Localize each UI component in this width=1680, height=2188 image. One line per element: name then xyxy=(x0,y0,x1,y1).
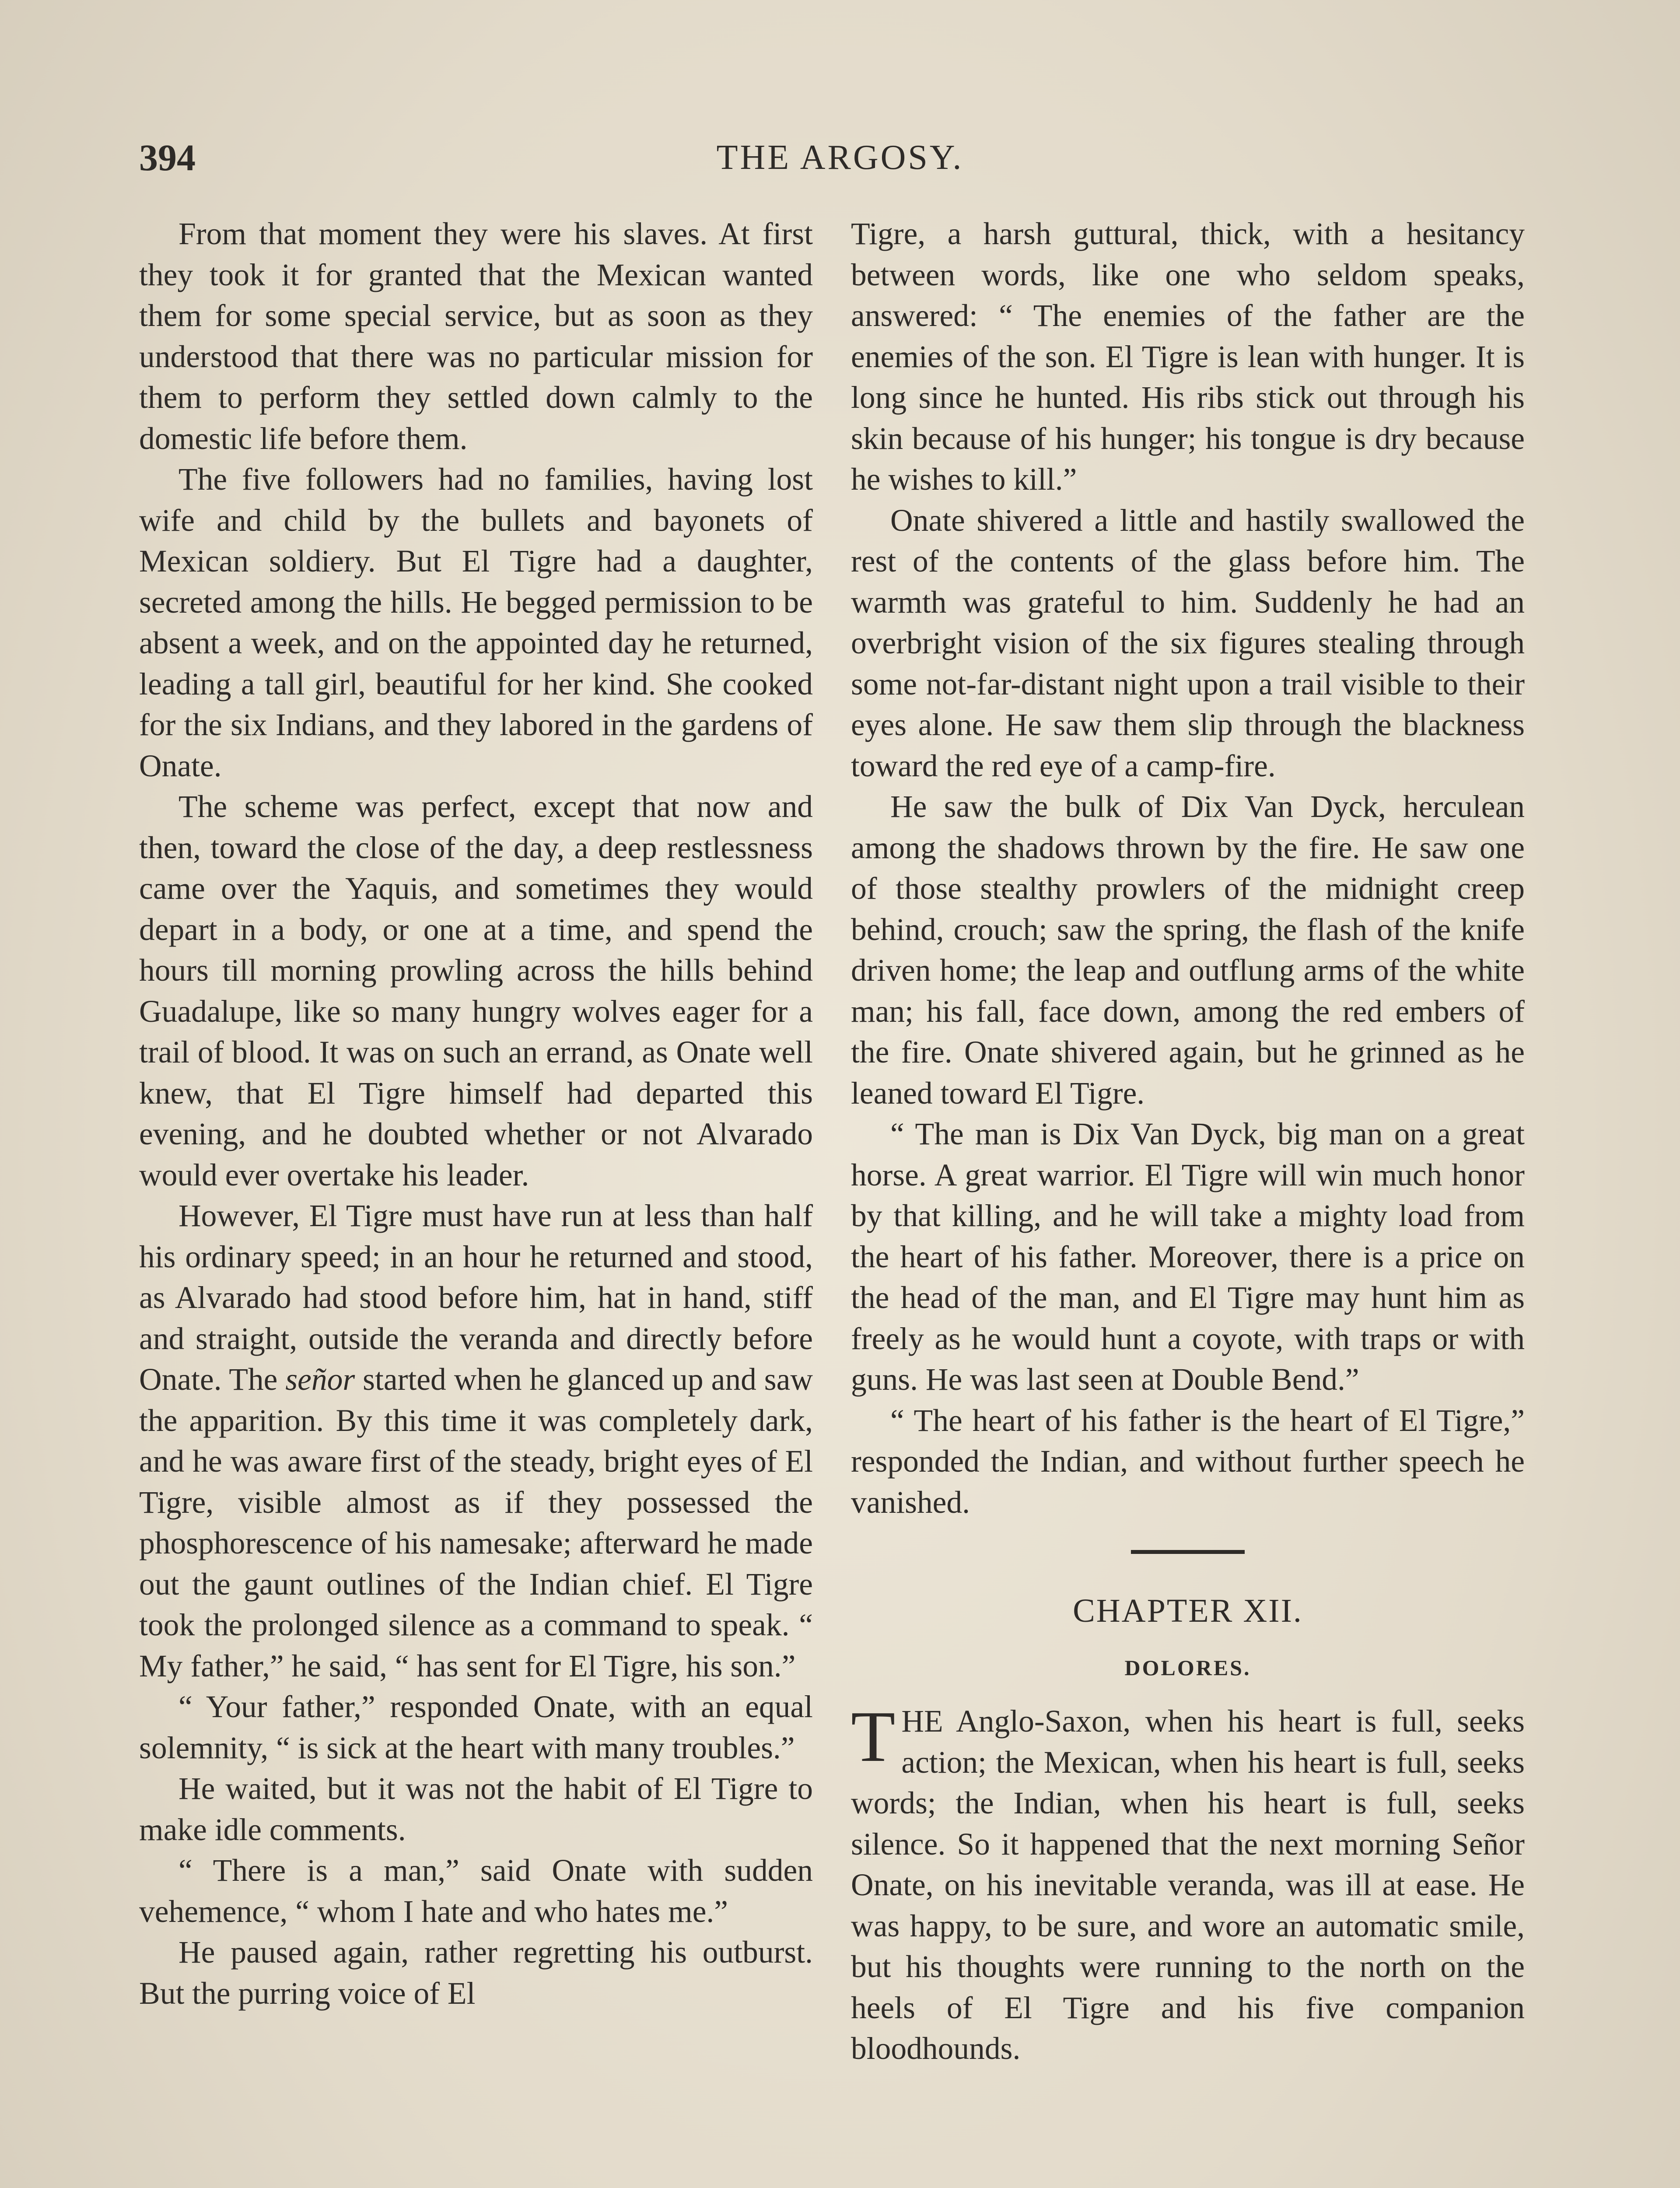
chapter-first-paragraph xyxy=(851,1696,1525,2069)
paragraph: “ The heart of his father is the heart of El Tigre,” responded the Indian, and without further speech he vanished. xyxy=(851,1403,1525,1520)
page-header xyxy=(0,131,1680,184)
right-column xyxy=(851,214,1525,2069)
italic-word: señor xyxy=(285,1362,355,1397)
paragraph: “ Your father,” responded Onate, with an equal solemnity, “ is sick at the heart with many troubles.” xyxy=(139,1690,813,1765)
section-divider xyxy=(1131,1550,1245,1554)
paragraph-text: However, El Tigre must have run at less than half his ordinary speed; in an hour he returned and stood, as Alvarado had stood before him, hat in hand, stiff and straight, outside the veranda and directly before Onate. The xyxy=(139,1199,813,1397)
chapter-subtitle: DOLORES. xyxy=(1124,1655,1251,1680)
paragraph-text: HE Anglo-Saxon, when his heart is full, seeks action; the Mexican, when his heart is full, seeks words; the Indian, when his heart is full, seeks silence. So it happened that the next morning Señor Onate, on his inevitable veranda, was ill at ease. He was happy, to be sure, and wore an automatic smile, but his thoughts were running to the north on the heels of El Tigre and his five companion bloodhounds. xyxy=(851,1704,1525,2066)
paragraph: He saw the bulk of Dix Van Dyck, herculean among the shadows thrown by the fire. He saw one of those stealthy prowlers of the midnight creep behind, crouch; saw the spring, the flash of the knife driven home; the leap and outflung arms of the white man; his fall, face down, among the red embers of the fire. Onate shivered again, but he grinned as he leaned toward El Tigre. xyxy=(851,789,1525,1111)
paragraph: Onate shivered a little and hastily swallowed the rest of the contents of the glass before him. The warmth was grateful to him. Suddenly he had an overbright vision of the six figures stealing through some not-far-distant night upon a trail visible to their eyes alone. He saw them slip through the blackness toward the red eye of a camp-fire. xyxy=(851,503,1525,783)
paragraph: “ There is a man,” said Onate with sudden vehemence, “ whom I hate and who hates me.” xyxy=(139,1853,813,1929)
paragraph xyxy=(139,1196,813,1687)
paragraph: Tigre, a harsh guttural, thick, with a hesitancy between words, like one who seldom speaks, answered: “ The enemies of the father are the enemies of the son. El Tigre is lean with hunger. It is long since he hunted. His ribs stick out through his skin because of his hunger; his tongue is dry because he wishes to kill.” xyxy=(851,217,1525,497)
paragraph: The five followers had no families, having lost wife and child by the bullets and bayonets of Mexican soldiery. But El Tigre had a daughter, secreted among the hills. He begged permission to be absent a week, and on the appointed day he returned, leading a tall girl, beautiful for her kind. She cooked for the six Indians, and they labored in the gardens of Onate. xyxy=(139,462,813,783)
paragraph: He paused again, rather regretting his outburst. But the purring voice of El xyxy=(139,1935,813,2011)
chapter-title: CHAPTER XII. xyxy=(1073,1592,1303,1629)
paragraph: He waited, but it was not the habit of El Tigre to make idle comments. xyxy=(139,1771,813,1847)
paragraph-text: started when he glanced up and saw the apparition. By this time it was completely dark, and he was aware first of the steady, bright eyes of El Tigre, visible almost as if they possessed the phosphorescence of his namesake; afterward he made out the gaunt outlines of the Indian chief. El Tigre took the prolonged silence as a command to speak. “ My father,” he said, “ has sent for El Tigre, his son.” xyxy=(139,1362,813,1683)
paragraph: From that moment they were his slaves. At first they took it for granted that the Mexican wanted them for some special service, but as soon as they understood that there was no particular mission for them to perform they settled down calmly to the domestic life before them. xyxy=(139,217,813,456)
left-column xyxy=(139,214,813,2014)
page-number: 394 xyxy=(139,137,196,179)
running-title: THE ARGOSY. xyxy=(716,138,964,177)
paragraph: The scheme was perfect, except that now and then, toward the close of the day, a deep restlessness came over the Yaquis, and sometimes they would depart in a body, or one at a time, and spend the hours till morning prowling across the hills behind Guadalupe, like so many hungry wolves eager for a trail of blood. It was on such an errand, as Onate well knew, that El Tigre himself had departed this evening, and he doubted whether or not Alvarado would ever overtake his leader. xyxy=(139,789,813,1192)
paragraph: “ The man is Dix Van Dyck, big man on a great horse. A great warrior. El Tigre will win much honor by that killing, and he will take a mighty load from the heart of his father. Moreover, there is a price on the head of the man, and El Tigre may hunt him as freely as he would hunt a coyote, with traps or with guns. He was last seen at Double Bend.” xyxy=(851,1117,1525,1397)
drop-cap: T xyxy=(851,1696,896,1777)
